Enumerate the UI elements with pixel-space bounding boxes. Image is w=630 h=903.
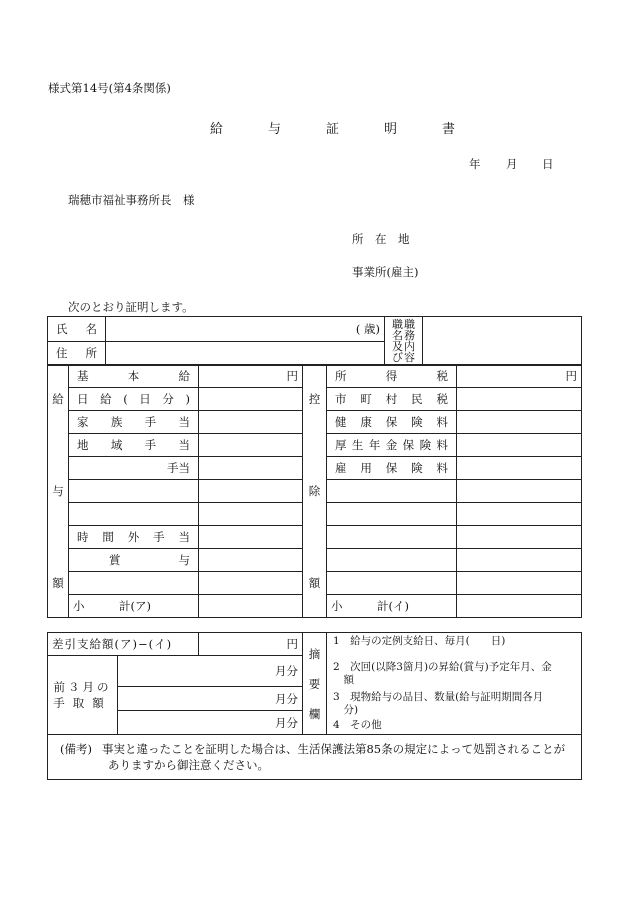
- pay-row-value[interactable]: [199, 480, 303, 503]
- intro-text: 次のとおり証明します。: [68, 300, 194, 314]
- deduction-subtotal-value[interactable]: [457, 595, 582, 618]
- date-day: 日: [542, 157, 554, 171]
- note-box: [48, 735, 582, 780]
- pay-row-value[interactable]: [199, 411, 303, 434]
- deduction-row-label: 市町村民税: [327, 388, 457, 411]
- pay-row-value[interactable]: [199, 503, 303, 526]
- remarks-header: 摘 要 欄: [303, 633, 327, 735]
- net-pay-label: 差引支給額(ア)−(イ): [48, 633, 199, 656]
- deduction-row-label[interactable]: [327, 503, 457, 526]
- age-label: ( 歳): [355, 321, 381, 336]
- deduction-row-value[interactable]: [457, 411, 582, 434]
- deduction-row-value[interactable]: [457, 457, 582, 480]
- prev-month-row[interactable]: 月分: [118, 711, 303, 735]
- deduction-row-label[interactable]: [327, 480, 457, 503]
- pay-row-label: 日給(日分): [69, 388, 199, 411]
- prev-month-row[interactable]: 月分: [118, 656, 303, 687]
- pay-row-value[interactable]: 円: [199, 365, 303, 388]
- job-title-field[interactable]: [423, 317, 582, 366]
- note-label: (備考): [60, 742, 92, 756]
- deduction-row-value[interactable]: [457, 480, 582, 503]
- deduction-subtotal-label: 小 計(イ): [327, 595, 457, 618]
- issuer-office-label: 事業所(雇主): [352, 265, 419, 279]
- deduction-row-label: 健康保険料: [327, 411, 457, 434]
- prev-months-label: 前３月の 手取額: [48, 656, 118, 735]
- deduction-row-value[interactable]: [457, 503, 582, 526]
- pay-row-value[interactable]: [199, 388, 303, 411]
- pay-subtotal-label: 小 計(ア): [69, 595, 199, 618]
- address-label: 住 所: [48, 341, 106, 366]
- pay-row-label[interactable]: [69, 572, 199, 595]
- identity-table: [47, 316, 582, 366]
- net-pay-table: [47, 632, 582, 780]
- deduction-row-value[interactable]: [457, 526, 582, 549]
- pay-subtotal-value[interactable]: [199, 595, 303, 618]
- prev-month-row[interactable]: 月分: [118, 687, 303, 711]
- note-line-1: 事実と違ったことを証明した場合は、生活保護法第85条の規定によって処罰されることが: [101, 742, 566, 756]
- deduction-row-value[interactable]: [457, 549, 582, 572]
- deduction-row-label[interactable]: [327, 526, 457, 549]
- pay-row-label[interactable]: [69, 503, 199, 526]
- pay-row-label: 時間外手当: [69, 526, 199, 549]
- net-pay-value[interactable]: 円: [199, 633, 303, 656]
- deduction-row-value[interactable]: [457, 572, 582, 595]
- deduction-row-label: 厚生年金保険料: [327, 434, 457, 457]
- pay-row-label: 手当: [69, 457, 199, 480]
- pay-row-value[interactable]: [199, 434, 303, 457]
- pay-row-label: 地域手当: [69, 434, 199, 457]
- addressee: 瑞穂市福祉事務所長 様: [68, 193, 195, 207]
- pay-table: [47, 364, 582, 618]
- name-field[interactable]: [106, 317, 385, 342]
- form-number-label: 様式第14号(第4条関係): [48, 81, 171, 95]
- pay-row-value[interactable]: [199, 526, 303, 549]
- address-field[interactable]: [106, 341, 385, 366]
- remarks-text: 1 給与の定例支給日、毎月( 日) 2 次回(以降3箇月)の昇給(賞与)予定年月、金 額 3 現物給与の品目、数量(給与証明期間各月 分) 4 その他: [327, 633, 582, 735]
- deduction-row-label: 雇用保険料: [327, 457, 457, 480]
- deduction-row-label[interactable]: [327, 549, 457, 572]
- note-line-2: ありますから御注意ください。: [108, 758, 269, 772]
- date-year: 年: [469, 157, 481, 171]
- deduction-section-header: 控 除 額: [303, 365, 327, 618]
- deduction-row-label: 所得税: [327, 365, 457, 388]
- deduction-row-value[interactable]: [457, 434, 582, 457]
- pay-row-label[interactable]: [69, 480, 199, 503]
- pay-row-label: 賞与: [69, 549, 199, 572]
- deduction-row-value[interactable]: 円: [457, 365, 582, 388]
- pay-row-label: 基本給: [69, 365, 199, 388]
- pay-row-value[interactable]: [199, 572, 303, 595]
- pay-row-value[interactable]: [199, 457, 303, 480]
- issuer-location-label: 所 在 地: [352, 232, 410, 246]
- pay-section-header: 給 与 額: [48, 365, 69, 618]
- deduction-row-value[interactable]: [457, 388, 582, 411]
- name-label: 氏 名: [48, 317, 106, 342]
- document-title: 給 与 証 明 書: [210, 122, 472, 137]
- pay-row-label: 家族手当: [69, 411, 199, 434]
- job-title-label: 職 名 及 び 職 務 内 容: [385, 317, 423, 366]
- pay-row-value[interactable]: [199, 549, 303, 572]
- deduction-row-label[interactable]: [327, 572, 457, 595]
- date-month: 月: [506, 157, 518, 171]
